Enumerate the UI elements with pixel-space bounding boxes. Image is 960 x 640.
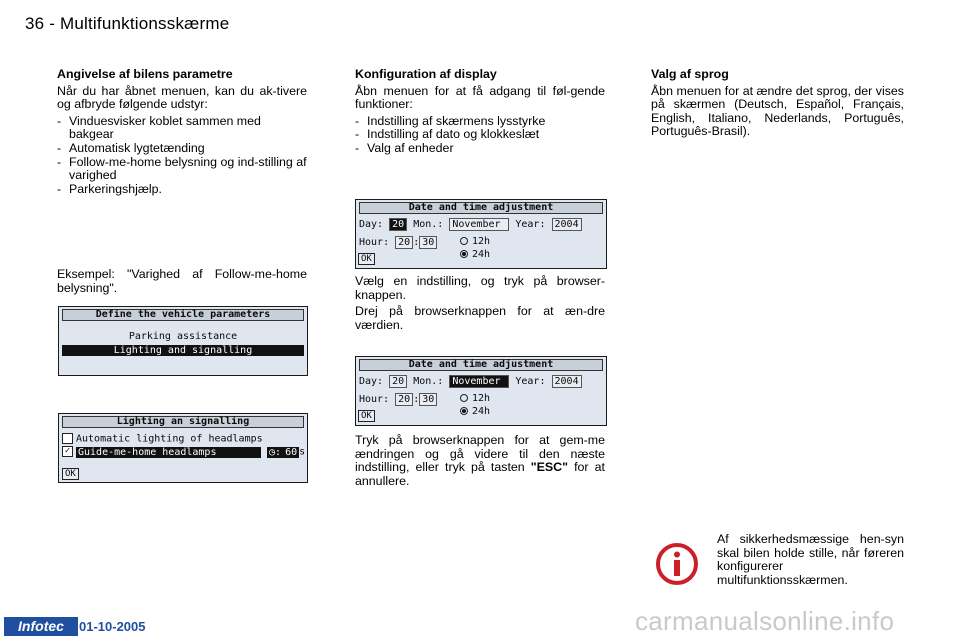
year-field: 2004 bbox=[552, 375, 582, 388]
example-paragraph: Eksempel: "Varighed af Follow-me-home belysning". bbox=[57, 267, 307, 295]
screen-title: Date and time adjustment bbox=[359, 359, 603, 371]
radio-label: 24h bbox=[472, 249, 491, 260]
radio-off-icon bbox=[460, 237, 468, 245]
time-row: Hour: 20 : 30 bbox=[359, 393, 437, 406]
column-vehicle-parameters bbox=[57, 68, 307, 196]
ok-button: OK bbox=[358, 253, 375, 265]
list-item: - Follow-me-home belysning og ind-stilling af varighed bbox=[57, 156, 307, 183]
day-label: Day: bbox=[359, 376, 384, 387]
instruction-text: Drej på browserknappen for at æn-dre værdien. bbox=[355, 304, 605, 332]
radio-label: 12h bbox=[472, 236, 491, 247]
option-guide-me-home bbox=[62, 446, 304, 458]
clock-icon: ◷: bbox=[269, 446, 282, 458]
warning-text: Af sikkerhedsmæssige hen-syn skal bilen holde stille, når føreren konfigurerer multifunktionsskærmen. bbox=[717, 532, 904, 587]
hour-label: Hour: bbox=[359, 237, 390, 248]
month-field: November bbox=[449, 375, 509, 388]
month-label: Mon.: bbox=[413, 219, 444, 230]
section-heading: Valg af sprog bbox=[651, 67, 729, 81]
language-text: Åbn menuen for at ændre det sprog, der vises på skærmen (Deutsch, Español, Français, English, Italiano, Nederlands, Português, Português-Brasil). bbox=[651, 83, 904, 139]
instruction-text: Vælg en indstilling, og tryk på browser-knappen. bbox=[355, 274, 605, 302]
radio-label: 12h bbox=[472, 393, 491, 404]
watermark-site: carmanualsonline.info bbox=[635, 606, 895, 636]
ok-button: OK bbox=[62, 468, 79, 480]
time-row: Hour: 20 : 30 bbox=[359, 236, 437, 249]
list-item: - Indstilling af skærmens lysstyrke bbox=[355, 115, 605, 129]
radio-off-icon bbox=[460, 394, 468, 402]
screen-title: Date and time adjustment bbox=[359, 202, 603, 214]
screen-title: Define the vehicle parameters bbox=[62, 309, 304, 321]
esc-key-label: "ESC" bbox=[530, 460, 568, 475]
screen-lighting bbox=[58, 413, 308, 483]
hour-field: 20 bbox=[395, 236, 413, 249]
screen-define-parameters bbox=[58, 306, 308, 376]
year-label: Year: bbox=[515, 376, 546, 387]
menu-item-lighting-selected: Lighting and signalling bbox=[62, 345, 304, 356]
infotec-logo: Infotec bbox=[4, 617, 78, 636]
radio-label: 24h bbox=[472, 406, 491, 417]
radio-on-icon bbox=[460, 407, 468, 415]
option-label: Guide-me-home headlamps bbox=[78, 446, 217, 458]
instruction-text-end: for at annullere. bbox=[355, 460, 605, 488]
menu-item-parking: Parking assistance bbox=[128, 331, 238, 342]
list-item: - Vinduesvisker koblet sammen med bakgear bbox=[57, 115, 307, 142]
instructions-2 bbox=[355, 434, 605, 491]
date-row bbox=[359, 375, 582, 388]
radio-24h bbox=[460, 249, 490, 260]
section-heading: Konfiguration af display bbox=[355, 67, 497, 81]
ok-button: OK bbox=[358, 410, 375, 422]
instruction-text bbox=[355, 434, 605, 488]
month-field: November bbox=[449, 218, 509, 231]
list-item: - Parkeringshjælp. bbox=[57, 183, 307, 197]
feature-list bbox=[355, 115, 605, 156]
hour-label: Hour: bbox=[359, 394, 390, 405]
intro-text: Åbn menuen for at få adgang til føl-gende funktioner: bbox=[355, 83, 605, 112]
minute-field: 30 bbox=[419, 393, 437, 406]
radio-24h bbox=[460, 406, 490, 417]
radio-on-icon bbox=[460, 250, 468, 258]
list-item: - Automatisk lygtetænding bbox=[57, 142, 307, 156]
info-icon bbox=[655, 542, 699, 586]
duration-value: 60 bbox=[285, 446, 298, 458]
screen-title: Lighting an signalling bbox=[62, 416, 304, 428]
page-title: 36 - Multifunktionsskærme bbox=[25, 14, 230, 33]
column-language bbox=[651, 68, 904, 142]
radio-12h bbox=[460, 393, 490, 404]
hour-field: 20 bbox=[395, 393, 413, 406]
year-label: Year: bbox=[515, 219, 546, 230]
list-item: - Indstilling af dato og klokkeslæt bbox=[355, 128, 605, 142]
checkbox-checked-icon: ✓ bbox=[62, 446, 73, 457]
option-automatic-lighting bbox=[62, 433, 263, 445]
option-label: Automatic lighting of headlamps bbox=[76, 433, 263, 445]
day-field: 20 bbox=[389, 218, 407, 231]
date-row bbox=[359, 218, 582, 231]
list-item: - Valg af enheder bbox=[355, 142, 605, 156]
section-heading: Angivelse af bilens parametre bbox=[57, 67, 233, 81]
footer-date: 01-10-2005 bbox=[79, 619, 146, 634]
column-display-config bbox=[355, 68, 605, 156]
screen-date-time-1 bbox=[355, 199, 607, 269]
day-field: 20 bbox=[389, 375, 407, 388]
minute-field: 30 bbox=[419, 236, 437, 249]
month-label: Mon.: bbox=[413, 376, 444, 387]
checkbox-unchecked bbox=[62, 433, 73, 444]
day-label: Day: bbox=[359, 219, 384, 230]
instructions-1 bbox=[355, 275, 605, 335]
screen-date-time-2 bbox=[355, 356, 607, 426]
feature-list bbox=[57, 115, 307, 197]
instruction-text-main: Tryk på browserknappen for at gem-me ændringen og gå videre til den næste indstilling, eller tryk på tasten bbox=[355, 433, 605, 475]
year-field: 2004 bbox=[552, 218, 582, 231]
intro-text: Når du har åbnet menuen, kan du ak-tivere og afbryde følgende udstyr: bbox=[57, 83, 307, 112]
duration-unit: s bbox=[299, 446, 306, 458]
radio-12h bbox=[460, 236, 490, 247]
example-text bbox=[57, 268, 307, 298]
